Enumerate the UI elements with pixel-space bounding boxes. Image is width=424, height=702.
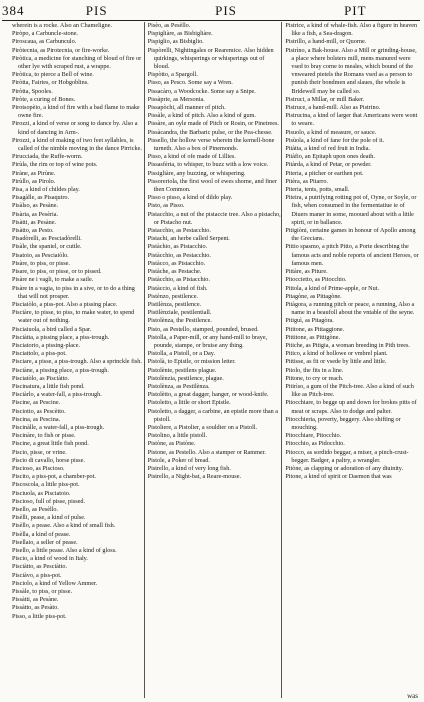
dictionary-entry: Pistrello, a kind of very long fish. bbox=[147, 464, 231, 472]
dictionary-entry: Pistone, as Pestello. Also a stamper or Rammer. bbox=[147, 448, 266, 456]
dictionary-entry: Pisciotto, as Pescètto. bbox=[12, 407, 66, 415]
dictionary-entry: Pirucciada, the Ruffe-worm. bbox=[12, 153, 83, 161]
dictionary-entry: Pisèllo, a pease. Also a kind of small fish. bbox=[12, 522, 116, 530]
dictionary-entry: Pititone, as Pittaggione. bbox=[285, 325, 345, 333]
dictionary-entry: Pitòne, as clapping or adoration of any diuinity. bbox=[285, 464, 403, 472]
dictionary-entry: Pistrillo, a hand-mill, or Quorne. bbox=[285, 38, 367, 46]
dictionary-entry: Pispigliàre, as Bisbigliàre. bbox=[147, 30, 213, 38]
dictionary-entry: Pittisse, as fit or vsede by little and little. bbox=[285, 358, 387, 366]
dictionary-entry: Pitocco, as sordido beggar, a miser, a pinch-crust-begger. Badger, a paltry, a wrangler. bbox=[285, 448, 409, 464]
dictionary-entry: Pisagàlle, as Pisaquiro. bbox=[12, 194, 70, 202]
dictionary-entry: Piròtta, Fairies, or Hobgoblins. bbox=[12, 79, 89, 87]
dictionary-entry: Pittone, to cry or reach. bbox=[285, 374, 344, 382]
dictionary-entry: Piroscaua, as Carbunculo. bbox=[12, 38, 77, 46]
dictionary-entry: Piròtica, a medicine for stanching of bloud of fire or other lye with scraped rust, a wrappe. bbox=[12, 54, 142, 71]
dictionary-entry: Pistacchio, as Pestacchio. bbox=[147, 227, 211, 235]
dictionary-entry: Pitàgora, a running pitch or peace, a running, Also a name in a beaufoll about the vntable of the seyne. bbox=[285, 300, 415, 317]
dictionary-entry: Pispòtto, a Spargoll. bbox=[147, 71, 198, 79]
dictionary-entry: Pitolo, the fits in a line. bbox=[285, 366, 344, 374]
dictionary-entry: Pissapòchi, all manner of pitch. bbox=[147, 104, 226, 112]
dictionary-entry: Pistruci, a Millar, or mill Baker. bbox=[285, 95, 365, 103]
dictionary-entry: Pistolla, a Paper-mill, or any hand-mill to braye, pounde, stampe, or bruise any thing. bbox=[147, 333, 268, 349]
dictionary-entry: Piscio, a kind of wood in Italy. bbox=[12, 555, 88, 563]
dictionary-entry: Pirozzi, a kind of verse or song to dance by. Also a kind of dancing in Arm-. bbox=[12, 120, 138, 136]
dictionary-entry: Pisciattolo, a piss-pot. bbox=[12, 350, 67, 358]
dictionary-entry: Pistàcchio, as Pistacchio. bbox=[147, 276, 210, 284]
dictionary-entry: Piscioso, as Piscioso. bbox=[12, 464, 65, 472]
dictionary-entry: Pisello, as Pesèllo. bbox=[12, 505, 59, 513]
dictionary-entry: Pitocchio, as Pidocchio. bbox=[285, 440, 345, 448]
dictionary-entry: Pisso, as Pesco. Some say a Wren. bbox=[147, 79, 233, 87]
dictionary-entry: Pistilènza, pestilence. bbox=[147, 300, 202, 308]
dictionary-entry: Pissàtto, as Pesàto. bbox=[12, 604, 59, 612]
dictionary-entry: Pissàcandra, the Barbaric pulse, or the Pea-chesse. bbox=[147, 128, 273, 136]
dictionary-entry: Pisciàne, a pissing place, a piss-trough. bbox=[12, 366, 109, 374]
dictionary-entry: Pisèlli, pease, a kind of pulse. bbox=[12, 514, 86, 522]
dictionary-entry: Pissello, the hollow verse wherein the kernell-bone turneth. Also a box of Pinemonds. bbox=[147, 136, 275, 153]
dictionary-entry: Pistàche, as Pestache. bbox=[147, 268, 202, 276]
dictionary-entry: Piròpo, a Carbuncle-stone. bbox=[12, 30, 78, 38]
dictionary-entry: Pisàtto, as Pesto. bbox=[12, 227, 54, 235]
dictionary-entry: Pissoreriola, the first wool of ewes shorne, and finer then Common. bbox=[147, 177, 277, 194]
dictionary-entry: Pispòrelli, Nightingales or Rearemice. Also hidden quirkings, whisperings or whisperings out of bloud. bbox=[147, 46, 274, 71]
dictionary-entry: Pistàcco, as Pistacchio. bbox=[147, 259, 206, 267]
dictionary-entry: Pirùla, the rim or top of wine pots. bbox=[12, 161, 98, 169]
dictionary-entry: Pissàle, to piss, or pisse. bbox=[12, 588, 72, 596]
dictionary-entry: Piteria, tents, potts, small. bbox=[285, 186, 350, 194]
dictionary-entry: Pisùola, a kind of fane for the pole of it. bbox=[285, 136, 385, 144]
dictionary-entry: Pitèra, as Pitarro. bbox=[285, 177, 328, 185]
dictionary-entry: Pitàfio, an Epitaph upon ones death. bbox=[285, 153, 375, 161]
dictionary-entry: Pirùllo, as Pirolo. bbox=[12, 177, 56, 185]
dictionary-entry: Pittàre, as Piture. bbox=[285, 268, 328, 276]
dictionary-entry: Piròtta, Spooles. bbox=[12, 87, 53, 95]
dictionary-entry: Pisciaiòlo, a piss-pot. Also a pissing place. bbox=[12, 300, 118, 308]
dictionary-entry: Piscito, a piss-pot, a chamber-pot. bbox=[12, 473, 96, 481]
dictionary-entry: Piròte, a curing of Bones. bbox=[12, 95, 76, 103]
dictionary-entry: Piteria, a pitcher or earthen pot. bbox=[285, 169, 364, 177]
dictionary-entry: Piròtica, to pierce a Bell of wine. bbox=[12, 71, 94, 79]
dictionary-entry: Pisso o pisso, a kind of dildo play. bbox=[147, 194, 233, 202]
dictionary-entry: Pispiglio, as Bisbiglio. bbox=[147, 38, 204, 46]
dictionary-entry: Pisso, a little piss-pot. bbox=[12, 612, 67, 620]
dictionary-entry: Pitirìso, a gum of the Pitch-tree. Also a kind of such like as Pitch-tree. bbox=[285, 382, 414, 399]
dictionary-entry: Pissàtti, as Pesàne. bbox=[12, 596, 59, 604]
dictionary-entry: Pìscio di cavallo, horse pisse. bbox=[12, 456, 85, 464]
dictionary-entry: Pisàtti, as Pesàne. bbox=[12, 218, 56, 226]
dictionary-entry: Pistolènza, the Pestilence. bbox=[147, 317, 212, 325]
dictionary-entry: Pisàre ne i vagli, to make a saile. bbox=[12, 276, 94, 284]
dictionary-entry: Pistolènzia, pestilence, plague. bbox=[147, 374, 224, 382]
dictionary-entry: Pistrello, a Night-bat, a Reare-mouse. bbox=[147, 473, 241, 481]
dictionary-entry: Pitagòne, as Pittagòne. bbox=[285, 292, 342, 300]
dictionary-entry: Pisciolo, a kind of Yellow Ammer. bbox=[12, 579, 98, 587]
dictionary-entry: Pirozzi, a kind of making of two feet syllables, is called of the nimble moving in the dance Pirricke. bbox=[12, 136, 142, 153]
dictionary-entry: wherein is a rocke. Also an Chameligne. bbox=[12, 22, 113, 29]
dictionary-entry: Pistoletto, a dagger, a carbine, an epistle more than a pistoll. bbox=[147, 407, 279, 423]
dictionary-entry: Pitàrda, a kind of Petar, or powder. bbox=[285, 161, 372, 169]
dictionary-entry: Pisto, as Pestello, stamped, pounded, brused. bbox=[147, 325, 259, 333]
dictionary-entry: Pistolètto, a great dagger, hanger, or wood-knife. bbox=[147, 391, 269, 399]
dictionary-entry: Pistachi, an herbe called Serpent. bbox=[147, 235, 230, 243]
dictionary-entry: Pisciàrlo, a water-fall, a piss-trough. bbox=[12, 391, 102, 399]
dictionary-entry: Piscoscola, a little piss-pot. bbox=[12, 481, 80, 489]
dictionary-entry: Pistrìno, a Bak-house. Also a Mill or grinding-house, a place where bolsters mill, mens manured were vsed to bray corne to meales, which bound of the vnweared pietels the Romans vsed as a person to punish their bondmen and slaues, the whole is Bridewell may be called so. bbox=[285, 46, 417, 95]
dictionary-entry: Pitone, a kind of spirit or Daemon that was bbox=[285, 473, 392, 481]
dictionary-entry: Pisa, a kind of childes play. bbox=[12, 186, 80, 194]
dictionary-entry: Piscinàre, to fish or pisse. bbox=[12, 432, 76, 440]
dictionary-entry: Pisèo, as Pesèllo. bbox=[147, 22, 191, 29]
catchword: was bbox=[407, 692, 418, 700]
dictionary-entry: Pisàre, to piss, or pisse. bbox=[12, 259, 70, 267]
dictionary-entry: Piteira, a putrifying rotting pot of, Oyne, or Soyle, or fish, when consumed in the fermentatiue ie of Diuers maner in some, mooued about with a little spirit, or in ballance. bbox=[285, 194, 417, 226]
dictionary-entry: Pistruce, a hand-mill. Also as Pistrino. bbox=[285, 104, 381, 112]
dictionary-entry: Pitocchieria, poverty, beggery. Also shifting or mouching. bbox=[285, 415, 401, 431]
dictionary-entry: Pisciuola, as Pisciatoio. bbox=[12, 489, 71, 497]
page-header bbox=[2, 3, 420, 21]
dictionary-entry: Pistrucina, a kind of larger that Americans were wont to weare. bbox=[285, 112, 418, 128]
dictionary-entry: Pistoletto, a little or short Epistle. bbox=[147, 399, 231, 407]
dictionary-entry: Pitàtta, a kind of red fruit in India. bbox=[285, 145, 371, 153]
dictionary-entry: Piscioso, full of pisse, pissed. bbox=[12, 497, 86, 505]
dictionary-entry: Pitiche, as Pitigia, a woman breeding in Pith trees. bbox=[285, 341, 410, 349]
dictionary-entry: Pissasfèria, to whisper, to buzz with a low voice. bbox=[147, 161, 269, 169]
dictionary-entry: Pistrice, a kind of whale-fish. Also a figure in heaven like a fish, a Sea-dragon. bbox=[285, 22, 418, 38]
dictionary-entry: Pittitone, as Pittigòne. bbox=[285, 333, 341, 341]
dictionary-entry: Pitiguì, as Pitagòra. bbox=[285, 317, 334, 325]
dictionary-entry: Pisciatorio, a pissing-place. bbox=[12, 341, 81, 349]
dictionary-entry: Pitocchiare, Pitocchio. bbox=[285, 432, 342, 440]
dictionary-entry: Pistàcchio, as Pestacchio. bbox=[147, 251, 211, 259]
dictionary-entry: Pistole, a Poker of bread. bbox=[147, 456, 210, 464]
dictionary-entry: Pisciàvo, a piss-pot. bbox=[12, 571, 62, 579]
dictionary-entry: Pisare, to piss, or pisse, or to pissed. bbox=[12, 268, 102, 276]
dictionary-entry: Pistolino, a little pistoll. bbox=[147, 432, 207, 440]
dictionary-entry: Pirotsopèio, a kind of fire with a bad flame to make owne fire. bbox=[12, 104, 140, 120]
dictionary-entry: Pistolla, a Pistoll, or a Day. bbox=[147, 350, 215, 358]
header-left-word: PIS bbox=[85, 3, 108, 18]
dictionary-entry: Pisàlso, as Pesàne. bbox=[12, 202, 59, 210]
dictionary-entry: Pisatoio, as Pesciaiòlo. bbox=[12, 251, 69, 259]
dictionary-entry: Piscio, pisse, or vrine. bbox=[12, 448, 67, 456]
dictionary-entry: Piscinatura, a little fish pond. bbox=[12, 382, 85, 390]
header-center-word: PIS bbox=[215, 3, 237, 18]
column-3 bbox=[281, 22, 420, 698]
dictionary-entry: Pistòne, as Pistòne. bbox=[147, 440, 196, 448]
column-2 bbox=[144, 22, 282, 698]
dictionary-entry: Pistolènte, pestilens plague. bbox=[147, 366, 217, 374]
dictionary-entry: Pisto, as Pisso. bbox=[147, 202, 185, 210]
dictionary-entry: Pistoliere, a Pistolier, a souldier on a Pistoll. bbox=[147, 423, 258, 431]
dictionary-entry: Pisciaiuola, a bird called a Spar. bbox=[12, 325, 92, 333]
dictionary-entry: Pissàprie, as Mersonia. bbox=[147, 95, 205, 103]
dictionary-entry: Pitoccietto, as Pitocchio. bbox=[285, 276, 347, 284]
entry-columns bbox=[12, 22, 420, 698]
dictionary-entry: Pisadòrelli, as Pesciadòrelli. bbox=[12, 235, 82, 243]
dictionary-entry: Pitigiòni, certaine games in honour of Apollo among the Grecians. bbox=[285, 227, 416, 243]
dictionary-entry: Pittio spasmo, a pitch Pitto, a Porte describing the famous acts and noble reports of ancient Heroes, or famous men. bbox=[285, 243, 419, 267]
page-number: 384 bbox=[2, 3, 25, 18]
dictionary-entry: Pistènzo, pestilence. bbox=[147, 292, 199, 300]
dictionary-entry: Pisciatòlo, as Pisciàtto. bbox=[12, 374, 70, 382]
dictionary-entry: Piscine, as Pescine. bbox=[12, 399, 61, 407]
dictionary-entry: Pissàre, an oyle made of Pitch or Rosin, or Pinetrees. bbox=[147, 120, 279, 128]
dictionary-entry: Pistolà, to Epistle, or mission letter. bbox=[147, 358, 236, 366]
dictionary-entry: Pistacchio, a nut of the pistaccie tree. Also a pistacho, or Pistacho nut. bbox=[147, 210, 281, 226]
dictionary-entry: Piràne, as Pirùne. bbox=[12, 169, 56, 177]
dictionary-entry: Pisciàre, to pisse, to piss, to make water, to spend water out of nothing. bbox=[12, 309, 135, 325]
dictionary-entry: Pisciare, a pisse, a piss-trough. Also a sprinckle fish. bbox=[12, 358, 142, 366]
dictionary-entry: Pissigliàre, any buzzing, or whispering. bbox=[147, 169, 246, 177]
dictionary-entry: Pisària, as Pesèria. bbox=[12, 210, 59, 218]
dictionary-entry: Pissàle, a kind of pitch. Also a kind of gum. bbox=[147, 112, 256, 120]
dictionary-entry: Piscine, a great little fish pond. bbox=[12, 440, 89, 448]
dictionary-entry: Pisàle, the spaniel, or cuttle. bbox=[12, 243, 82, 251]
header-right-word: PIT bbox=[344, 3, 367, 18]
dictionary-entry: Pitico, a kind of hollowe or vmbrel plant. bbox=[285, 350, 388, 358]
dictionary-entry: Pisàre in a vagia, to piss in a sive, or to do a thing that will not prosper. bbox=[12, 284, 135, 300]
dictionary-entry: Pisèlla, a kind of pease. bbox=[12, 530, 71, 538]
dictionary-entry: Pistilènziale, pestilentiall. bbox=[147, 309, 212, 317]
dictionary-entry: Pisuolo, a kind of measure, or sauce. bbox=[285, 128, 377, 136]
dictionary-entry: Piròtecnia, as Pirotecnia, or fire-worke. bbox=[12, 46, 110, 54]
dictionary-entry: Pisciàtto, as Pesciàtto. bbox=[12, 563, 67, 571]
dictionary-entry: Pisso, a kind of ofe made of Lillies. bbox=[147, 153, 236, 161]
column-1 bbox=[12, 22, 144, 698]
dictionary-entry: Pisello, a little pease. Also a kind of gloss. bbox=[12, 547, 117, 554]
dictionary-entry: Pitocchiare, to begge up and down for brokes pitts of meat or scraps. Also to dodge and palter. bbox=[285, 399, 417, 415]
dictionary-entry: Pistolènza, as Pestilènza. bbox=[147, 382, 210, 390]
dictionary-entry: Piscinàlle, a water-fall, a piss-trough. bbox=[12, 423, 105, 431]
dictionary-entry: Pistàchio, as Pistacchio. bbox=[147, 243, 208, 251]
dictionary-entry: Pisciàtta, a pissing place, a piss-trough. bbox=[12, 333, 110, 341]
dictionary-entry: Pissacàro, a Woodcocke. Some say a Snipe. bbox=[147, 87, 256, 95]
dictionary-entry: Pittola, a kind of Prime-apple, or Nut. bbox=[285, 284, 379, 292]
dictionary-entry: Pisellaio, a seller of pease. bbox=[12, 538, 78, 546]
dictionary-entry: Pistàccio, a kind of fish. bbox=[147, 284, 208, 292]
dictionary-entry: Piscina, as Pescina. bbox=[12, 415, 61, 423]
